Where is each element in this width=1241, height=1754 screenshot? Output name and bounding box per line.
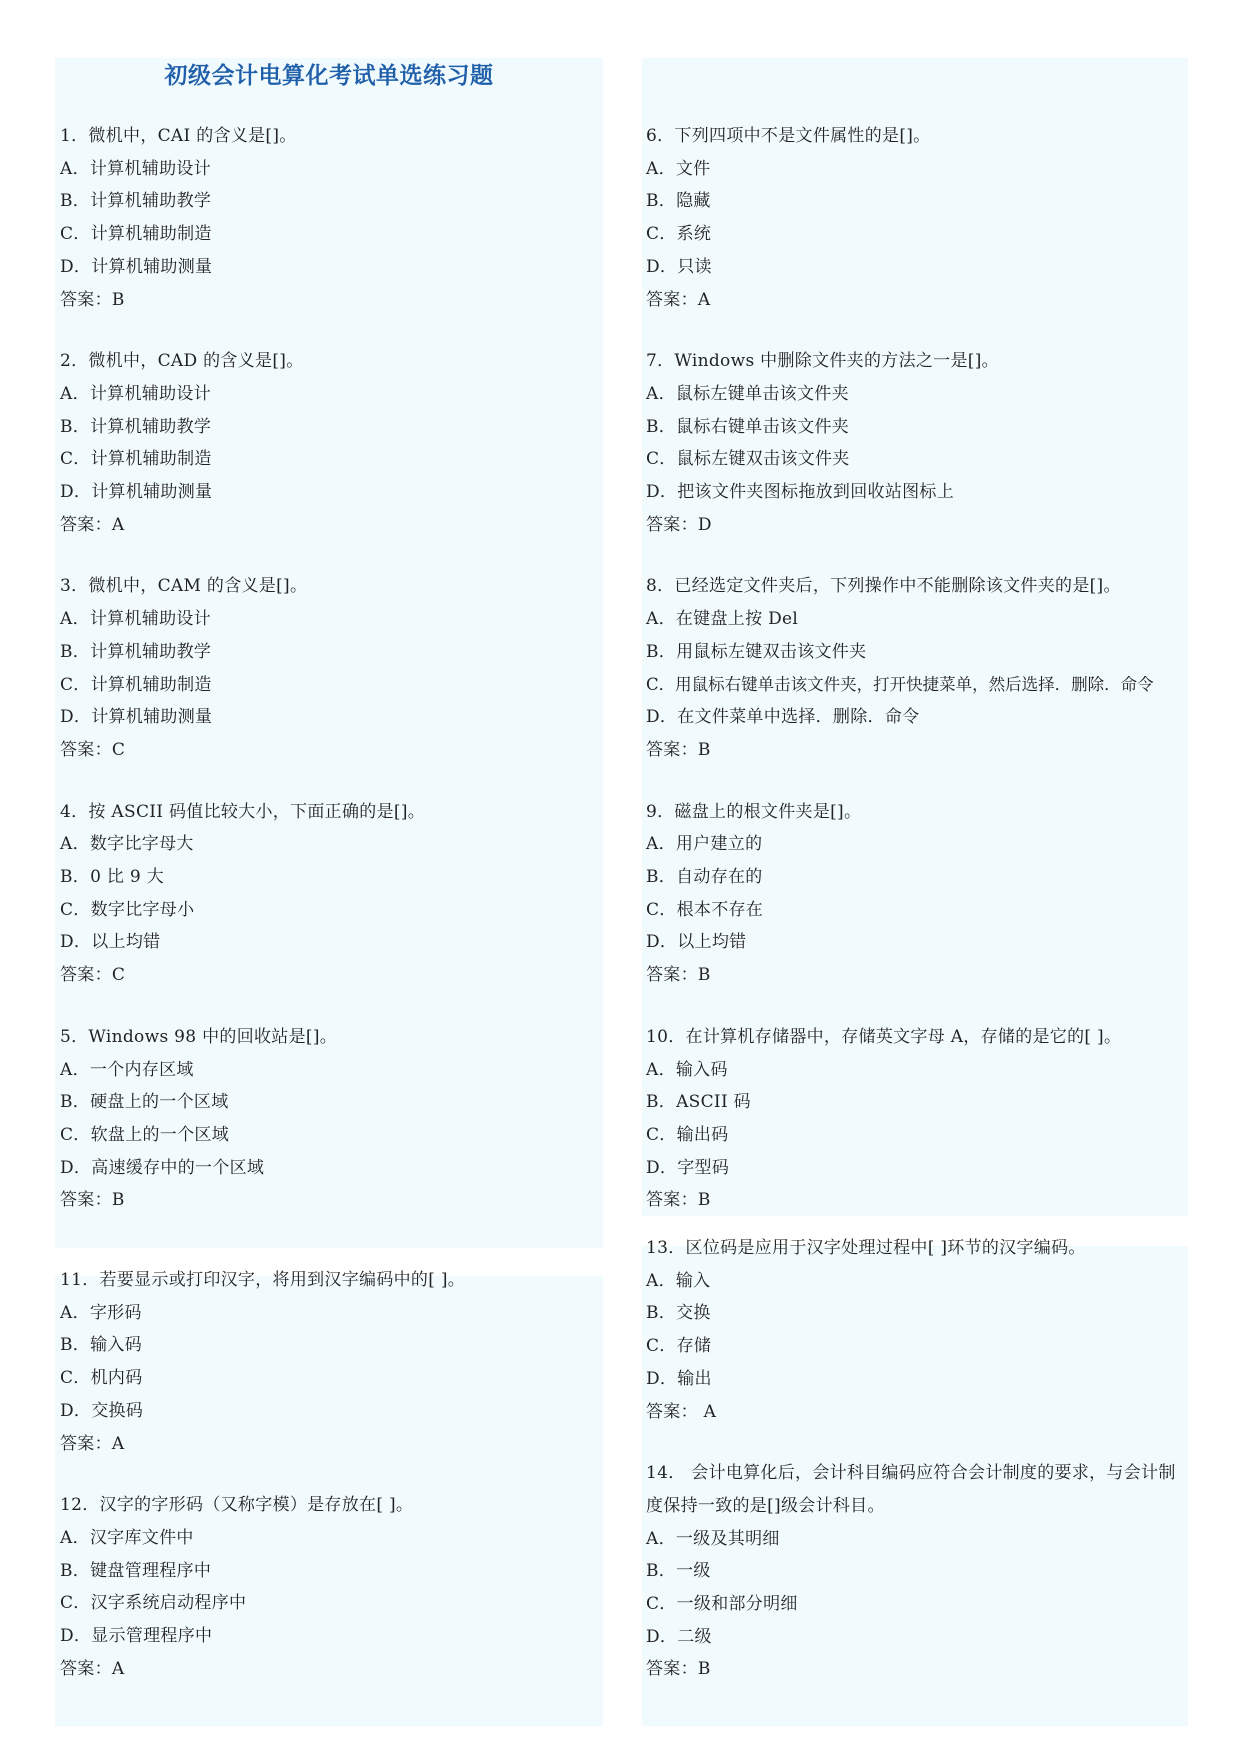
answer-text: 答案：A: [60, 514, 125, 535]
option-a: A．汉字库文件中: [60, 1527, 194, 1548]
answer-text: 答案：A: [60, 1433, 125, 1454]
option-a: A．一级及其明细: [646, 1528, 780, 1549]
option-d: D．字型码: [646, 1157, 730, 1178]
left-top-column: [60, 120, 600, 1246]
option-a: A．字形码: [60, 1302, 142, 1323]
answer-text: 答案：D: [646, 514, 712, 535]
answer-text: 答案：C: [60, 965, 126, 986]
answer-text: 答案：B: [60, 289, 125, 310]
answer-text: 答案：C: [60, 739, 126, 760]
question-block-14: [646, 1457, 1186, 1686]
question-text: 7．Windows 中删除文件夹的方法之一是[]。: [646, 351, 999, 372]
option-d: D．二级: [646, 1626, 712, 1647]
option-c: C．一级和部分明细: [646, 1594, 798, 1615]
answer-text: 答案：B: [60, 1190, 125, 1211]
option-a: A．一个内存区域: [60, 1059, 194, 1080]
option-d: D．把该文件夹图标拖放到回收站图标上: [646, 482, 955, 503]
option-d: D．计算机辅助测量: [60, 482, 213, 503]
option-c: C．输出码: [646, 1124, 729, 1145]
answer-text: 答案：A: [646, 289, 711, 310]
option-b: B．交换: [646, 1303, 711, 1324]
option-a: A．计算机辅助设计: [60, 609, 211, 630]
option-d: D．输出: [646, 1368, 712, 1389]
question-text: 13．区位码是应用于汉字处理过程中[ ]环节的汉字编码。: [646, 1238, 1086, 1258]
question-text: 2．微机中，CAD 的含义是[]。: [60, 351, 304, 372]
option-c: C．计算机辅助制造: [60, 449, 212, 470]
option-b: B．0 比 9 大: [60, 867, 165, 888]
option-d: D．以上均错: [60, 932, 161, 953]
option-c: C．计算机辅助制造: [60, 224, 212, 245]
option-b: B．用鼠标左键双击该文件夹: [646, 641, 867, 662]
option-b: B．硬盘上的一个区域: [60, 1092, 229, 1113]
question-block-3: [60, 570, 600, 766]
question-block-4: [60, 796, 600, 992]
right-top-column: [646, 120, 1186, 1246]
question-block-9: [646, 796, 1186, 992]
option-c: C．数字比字母小: [60, 899, 195, 920]
question-text: 9．磁盘上的根文件夹是[]。: [646, 801, 862, 822]
option-b: B．自动存在的: [646, 867, 763, 888]
option-d: D．以上均错: [646, 932, 747, 953]
option-d: D．计算机辅助测量: [60, 256, 213, 277]
option-a: A．在键盘上按 Del: [646, 609, 799, 630]
option-c: C．存储: [646, 1336, 712, 1357]
question-block-13: [646, 1232, 1186, 1428]
option-b: B．输入码: [60, 1335, 142, 1356]
option-a: A．用户建立的: [646, 834, 763, 855]
question-block-7: [646, 345, 1186, 541]
option-a: A．计算机辅助设计: [60, 158, 211, 179]
question-text: 5．Windows 98 中的回收站是[]。: [60, 1026, 338, 1047]
answer-text: 答案：B: [646, 1190, 711, 1211]
option-d: D．交换码: [60, 1400, 144, 1421]
answer-text: 答案：B: [646, 739, 711, 760]
right-bottom-column: [646, 1232, 1186, 1715]
option-c: C．软盘上的一个区域: [60, 1124, 230, 1145]
question-block-11: [60, 1264, 600, 1460]
option-c: C．汉字系统启动程序中: [60, 1593, 247, 1614]
question-block-12: [60, 1489, 600, 1685]
question-text: 11．若要显示或打印汉字，将用到汉字编码中的[ ]。: [60, 1270, 466, 1290]
question-text: 12．汉字的字形码（又称字模）是存放在[ ]。: [60, 1495, 414, 1516]
option-a: A．文件: [646, 158, 711, 179]
document-title: 初级会计电算化考试单选练习题: [164, 62, 494, 89]
option-b: B．一级: [646, 1561, 711, 1582]
question-text: 3．微机中，CAM 的含义是[]。: [60, 576, 308, 597]
question-block-8: [646, 570, 1186, 766]
option-c: C．机内码: [60, 1368, 143, 1389]
answer-text: 答案：B: [646, 965, 711, 986]
option-c: C．用鼠标右键单击该文件夹，打开快捷菜单，然后选择．删除．命令: [646, 674, 1154, 694]
option-b: B．键盘管理程序中: [60, 1560, 212, 1581]
option-d: D．计算机辅助测量: [60, 707, 213, 728]
answer-text: 答案： A: [646, 1401, 717, 1422]
option-d: D．显示管理程序中: [60, 1626, 213, 1647]
question-block-1: [60, 120, 600, 316]
option-a: A．鼠标左键单击该文件夹: [646, 383, 849, 404]
option-b: B．隐藏: [646, 191, 711, 212]
option-a: A．计算机辅助设计: [60, 383, 211, 404]
question-block-2: [60, 345, 600, 541]
question-text: 1．微机中，CAI 的含义是[]。: [60, 126, 297, 146]
question-text: 4．按 ASCII 码值比较大小，下面正确的是[]。: [60, 801, 426, 822]
question-block-6: [646, 120, 1186, 316]
option-d: D．在文件菜单中选择．删除．命令: [646, 707, 920, 728]
question-text: 8．已经选定文件夹后，下列操作中不能删除该文件夹的是[]。: [646, 576, 1121, 597]
question-block-5: [60, 1021, 600, 1217]
option-a: A．数字比字母大: [60, 834, 194, 855]
answer-text: 答案：A: [60, 1658, 125, 1679]
question-block-10: [646, 1021, 1186, 1217]
option-c: C．鼠标左键双击该文件夹: [646, 449, 850, 470]
option-b: B．计算机辅助教学: [60, 416, 212, 437]
option-d: D．只读: [646, 256, 712, 277]
option-b: B．计算机辅助教学: [60, 641, 212, 662]
option-c: C．根本不存在: [646, 899, 764, 920]
question-text: 6．下列四项中不是文件属性的是[]。: [646, 126, 931, 146]
option-b: B．ASCII 码: [646, 1092, 751, 1113]
left-bottom-column: [60, 1264, 600, 1714]
option-a: A．输入码: [646, 1059, 728, 1080]
option-b: B．计算机辅助教学: [60, 191, 212, 212]
question-text: 14． 会计电算化后，会计科目编码应符合会计制度的要求，与会计制度保持一致的是[]级会计科目。: [646, 1463, 1176, 1516]
option-d: D．高速缓存中的一个区域: [60, 1157, 265, 1178]
option-c: C．系统: [646, 224, 712, 245]
option-b: B．鼠标右键单击该文件夹: [646, 416, 850, 437]
option-c: C．计算机辅助制造: [60, 674, 212, 695]
option-a: A．输入: [646, 1270, 711, 1291]
answer-text: 答案：B: [646, 1659, 711, 1680]
question-text: 10．在计算机存储器中，存储英文字母 A，存储的是它的[ ]。: [646, 1026, 1122, 1047]
